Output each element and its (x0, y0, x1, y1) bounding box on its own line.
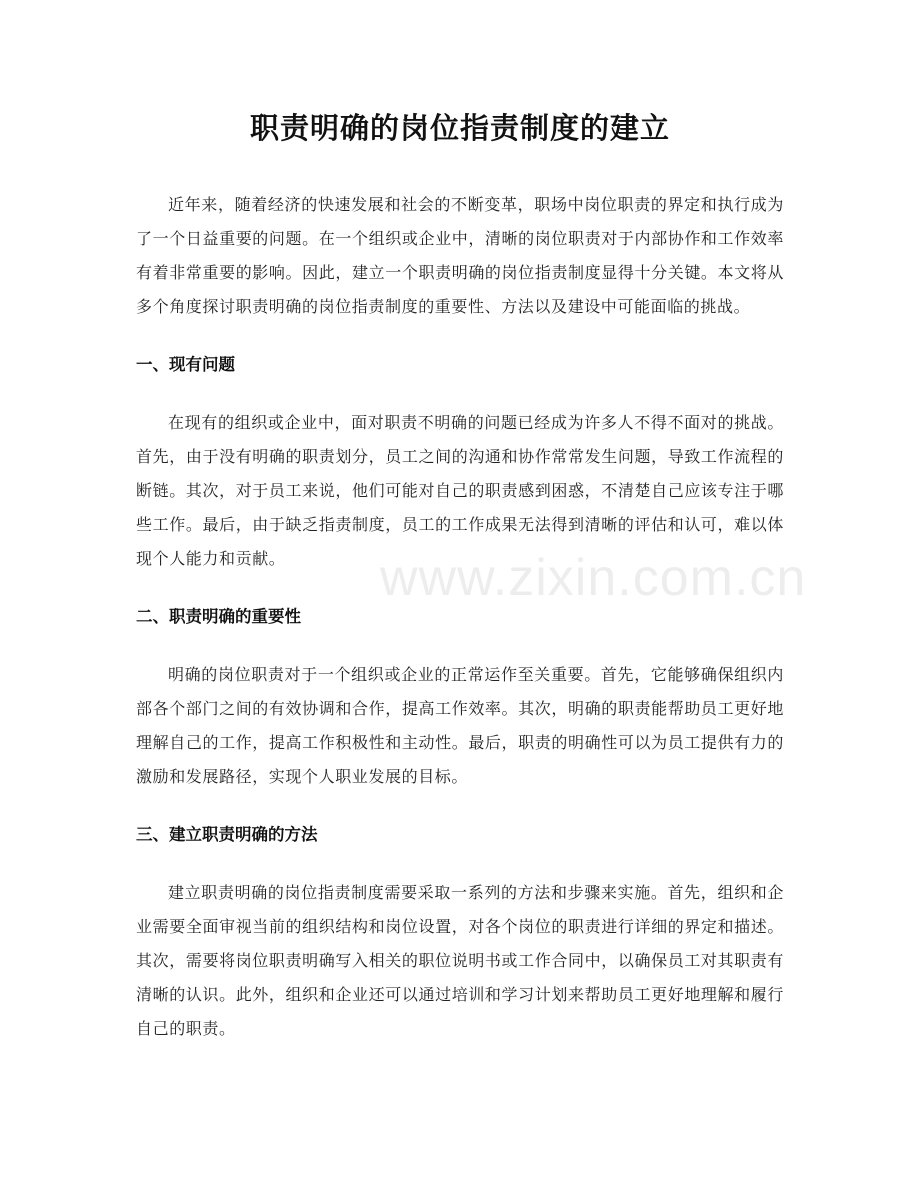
section-heading-3: 三、建立职责明确的方法 (136, 825, 318, 844)
intro-paragraph: 近年来，随着经济的快速发展和社会的不断变革，职场中岗位职责的界定和执行成为了一个日益重要的问题。在一个组织或企业中，清晰的岗位职责对于内部协作和工作效率有着非常重要的影响。因此，建立一个职责明确的岗位指责制度显得十分关键。本文将从多个角度探讨职责明确的岗位指责制度的重要性、方法以及建设中可能面临的挑战。 (136, 195, 784, 316)
document-title: 职责明确的岗位指责制度的建立 (249, 111, 670, 145)
section-body-3: 建立职责明确的岗位指责制度需要采取一系列的方法和步骤来实施。首先，组织和企业需要全面审视当前的组织结构和岗位设置，对各个岗位的职责进行详细的界定和描述。其次，需要将岗位职责明确写入相关的职位说明书或工作合同中，以确保员工对其职责有清晰的认识。此外，组织和企业还可以通过培训和学习计划来帮助员工更好地理解和履行自己的职责。 (136, 883, 784, 1038)
watermark: www.zixin.com.cn (380, 549, 807, 607)
section-heading-2: 二、职责明确的重要性 (136, 607, 301, 626)
section-body-2: 明确的岗位职责对于一个组织或企业的正常运作至关重要。首先，它能够确保组织内部各个部门之间的有效协调和合作，提高工作效率。其次，明确的职责能帮助员工更好地理解自己的工作，提高工作积极性和主动性。最后，职责的明确性可以为员工提供有力的激励和发展路径，实现个人职业发展的目标。 (136, 665, 784, 786)
section-heading-1: 一、现有问题 (136, 355, 235, 374)
section-body-1: 在现有的组织或企业中，面对职责不明确的问题已经成为许多人不得不面对的挑战。首先，由于没有明确的职责划分，员工之间的沟通和协作常常发生问题，导致工作流程的断链。其次，对于员工来说，他们可能对自己的职责感到困惑，不清楚自己应该专注于哪些工作。最后，由于缺乏指责制度，员工的工作成果无法得到清晰的评估和认可，难以体现个人能力和贡献。 (136, 413, 784, 568)
